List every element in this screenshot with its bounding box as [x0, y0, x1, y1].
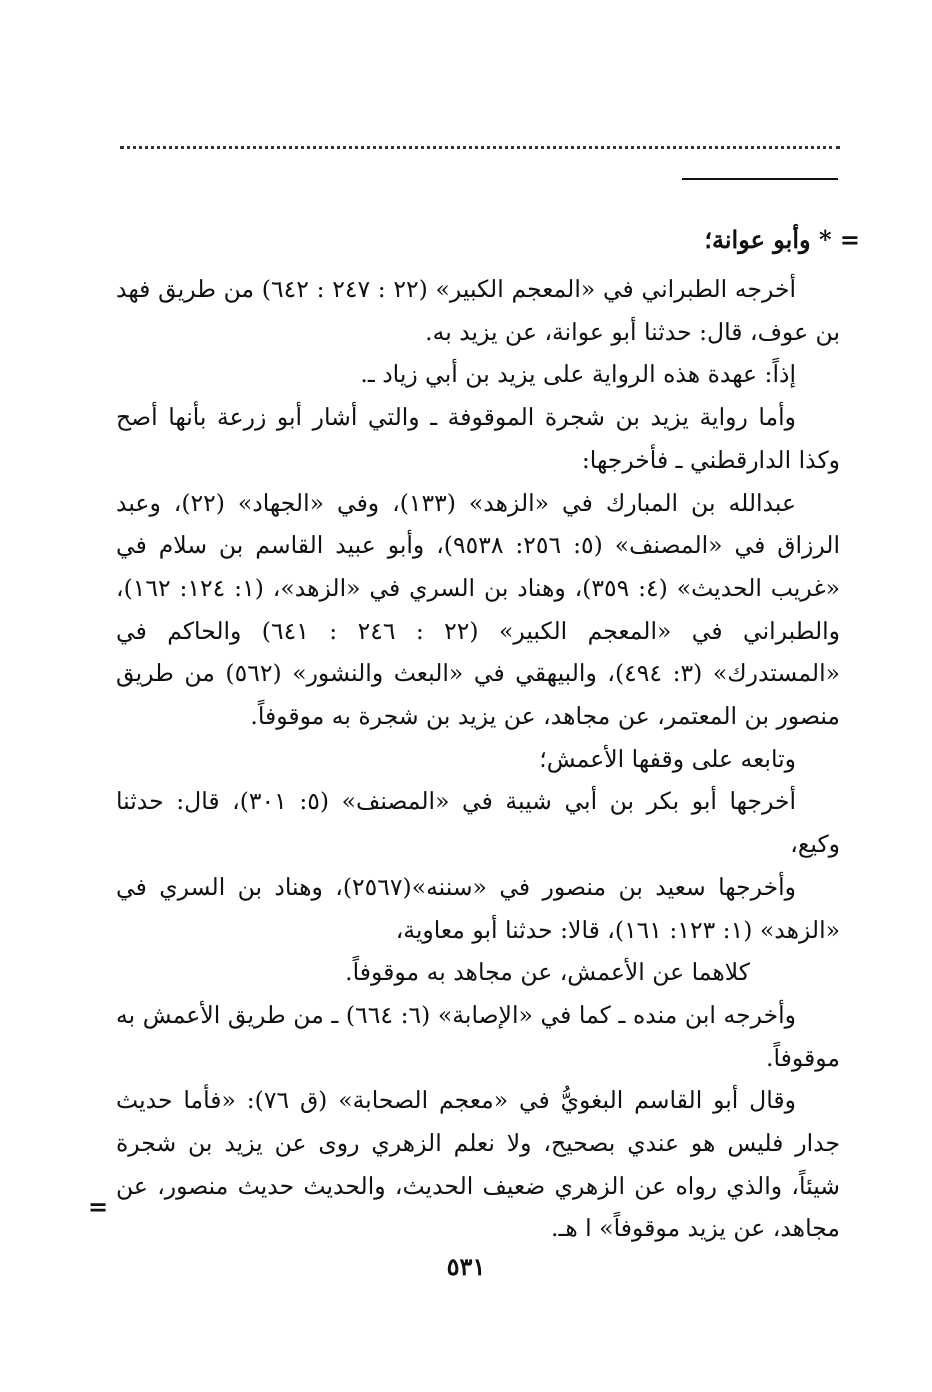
heading-text: * وأبو عوانة؛	[704, 225, 832, 254]
continuation-marker: =	[839, 225, 860, 254]
continuation-marker: =	[88, 1192, 109, 1221]
dotted-separator	[120, 146, 840, 149]
paragraph: وأخرجه ابن منده ـ كما في «الإصابة» (٦: ٦٦٤) ـ من طريق الأعمش به موقوفاً.	[116, 1000, 840, 1072]
footnote-rule	[682, 178, 838, 180]
page-number: ٥٣١	[446, 1252, 486, 1281]
section-heading	[120, 220, 860, 260]
paragraph: وأخرجها سعيد بن منصور في «سننه»(٢٥٦٧)، وهناد بن السري في «الزهد» (١: ١٢٣: ١٦١)، قالا: حدثنا أبو معاوية،	[116, 872, 840, 944]
paragraph: وقال أبو القاسم البغويُّ في «معجم الصحابة» (ق ٧٦): «فأما حديث جدار فليس هو عندي بصحيح، ولا نعلم الزهري روى عن يزيد بن شجرة شيئاً، والذي رواه عن الزهري ضعيف الحديث، والحديث حديث منصور، عن مجاهد، عن يزيد موقوفاً» ا هـ.	[116, 1086, 840, 1243]
paragraph: أخرجه الطبراني في «المعجم الكبير» (٢٢ : ٢٤٧ : ٦٤٢) من طريق فهد بن عوف، قال: حدثنا أبو عوانة، عن يزيد به.	[116, 275, 840, 346]
paragraph: عبدالله بن المبارك في «الزهد» (١٣٣)، وفي «الجهاد» (٢٢)، وعبد الرزاق في «المصنف» (٥: ٢٥٦: ٩٥٣٨)، وأبو عبيد القاسم بن سلام في «غريب الحديث» (٤: ٣٥٩)، وهناد بن السري في «الزهد»، (١: ١٢٤: ١٦٢)، والطبراني في «المعجم الكبير» (٢٢ : ٢٤٦ : ٦٤١) والحاكم في «المستدرك» (٣: ٤٩٤)، والبيهقي في «البعث والنشور» (٥٦٢) من طريق منصور بن المعتمر، عن مجاهد، عن يزيد بن شجرة به موقوفاً.	[116, 488, 841, 731]
paragraph: أخرجها أبو بكر بن أبي شيبة في «المصنف» (٥: ٣٠١)، قال: حدثنا وكيع،	[116, 787, 840, 859]
paragraph: وتابعه على وقفها الأعمش؛	[539, 744, 796, 773]
body-text	[116, 268, 840, 1250]
paragraph: وأما رواية يزيد بن شجرة الموقوفة ـ والتي أشار أبو زرعة بأنها أصح وكذا الدارقطني ـ فأخرجها:	[116, 403, 840, 474]
paragraph: إذاً: عهدة هذه الرواية على يزيد بن أبي زياد ـ.	[360, 360, 796, 389]
paragraph: كلاهما عن الأعمش، عن مجاهد به موقوفاً.	[345, 958, 750, 987]
